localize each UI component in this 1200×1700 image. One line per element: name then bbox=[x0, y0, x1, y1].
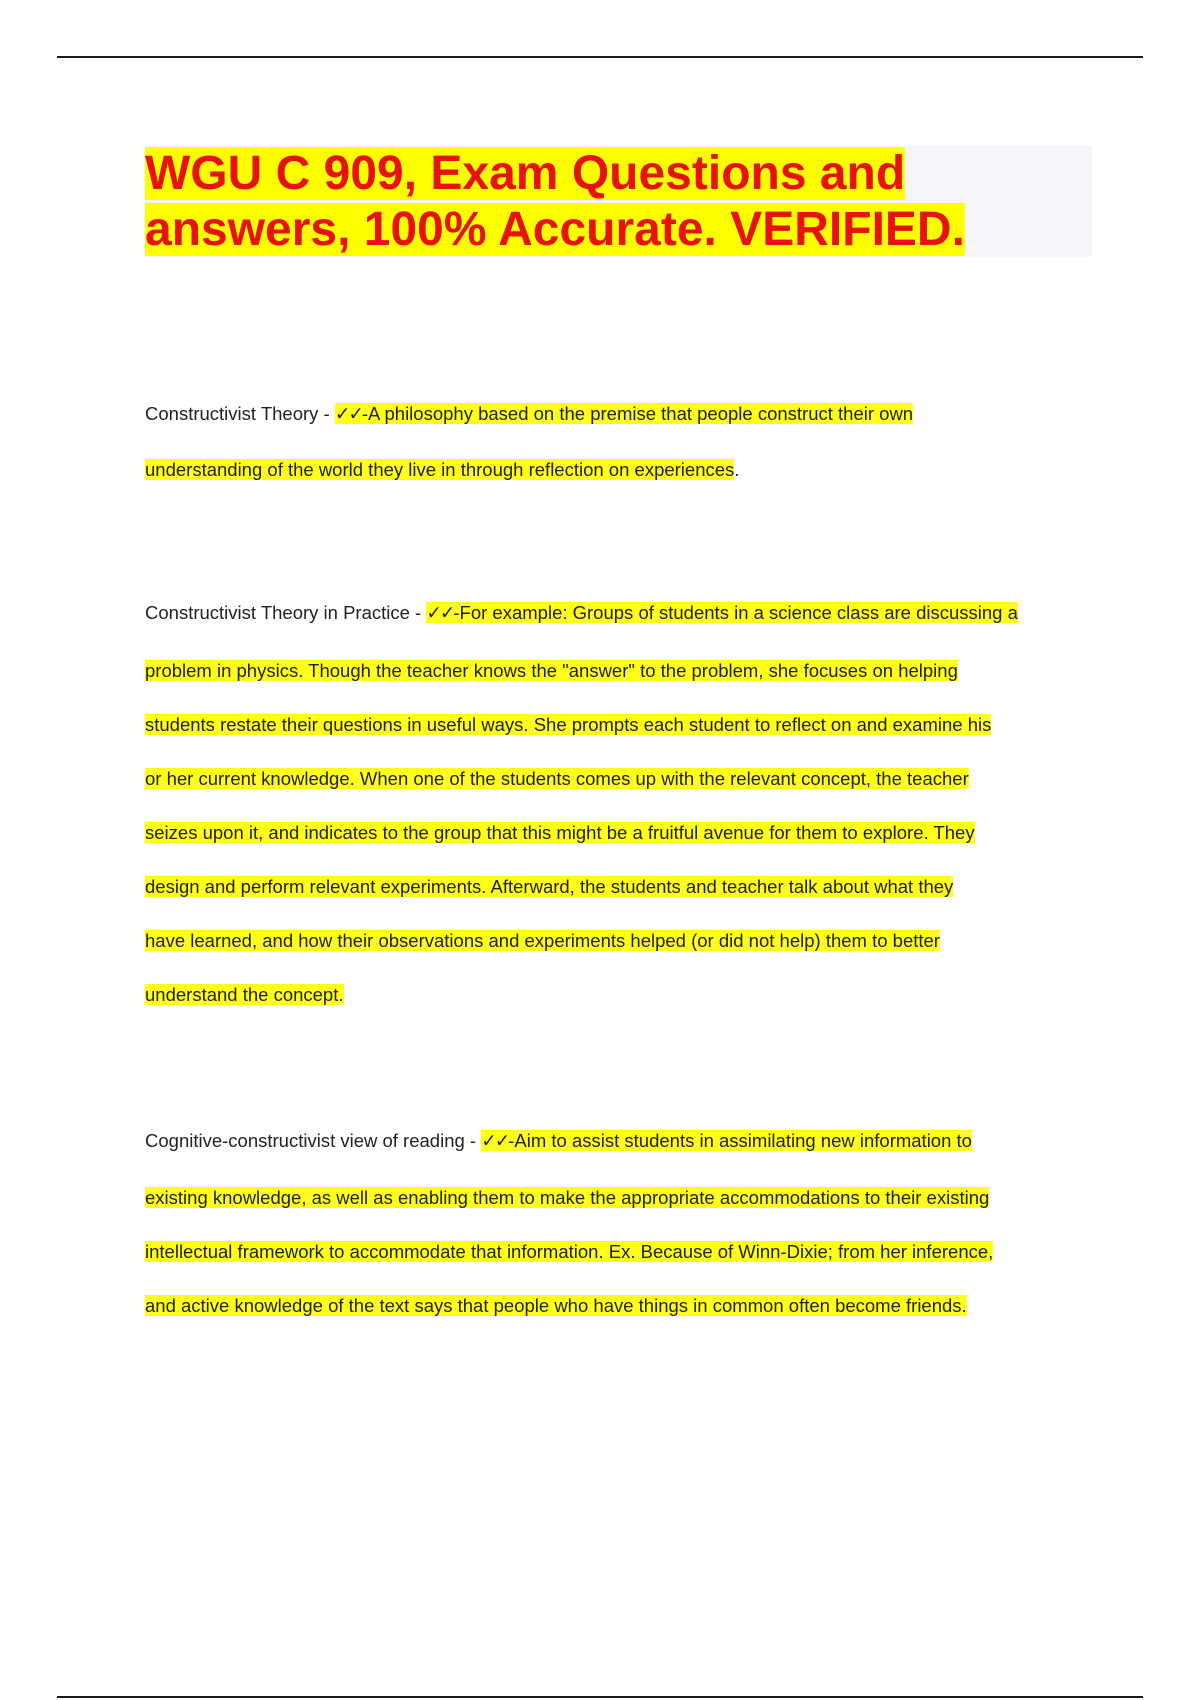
entry-answer-text: intellectual framework to accommodate that information. Ex. Because of Winn-Dixie; from her inference, bbox=[145, 1241, 994, 1262]
qa-entry-cognitive-constructivist-reading bbox=[145, 1127, 1095, 1320]
qa-entry-constructivist-theory bbox=[145, 400, 1095, 484]
entry-answer-text: students restate their questions in useful ways. She prompts each student to reflect on and examine his bbox=[145, 714, 992, 735]
double-check-icon: ✓✓ bbox=[481, 1131, 509, 1152]
entry-line bbox=[145, 819, 1095, 847]
entry-answer-highlight bbox=[481, 1130, 972, 1151]
entry-answer-text: seizes upon it, and indicates to the group that this might be a fruitful avenue for them to explore. They bbox=[145, 822, 975, 843]
entry-answer-text: -Aim to assist students in assimilating new information to bbox=[508, 1130, 972, 1151]
entry-line bbox=[145, 456, 1095, 484]
bottom-rule bbox=[57, 1696, 1143, 1698]
entry-answer-highlight bbox=[335, 403, 913, 424]
entry-line bbox=[145, 1184, 1095, 1212]
entry-answer-text: -For example: Groups of students in a science class are discussing a bbox=[453, 602, 1018, 623]
entry-line bbox=[145, 599, 1095, 627]
document-title bbox=[145, 146, 1092, 258]
double-check-icon: ✓✓ bbox=[426, 603, 454, 624]
entry-answer-text: and active knowledge of the text says that people who have things in common often become friends. bbox=[145, 1295, 967, 1316]
entry-line bbox=[145, 1127, 1095, 1155]
entry-answer-text: understand the concept. bbox=[145, 984, 344, 1005]
entry-answer-text: problem in physics. Though the teacher knows the "answer" to the problem, she focuses on helping bbox=[145, 660, 958, 681]
entry-line bbox=[145, 1292, 1095, 1320]
entry-line bbox=[145, 657, 1095, 685]
title-block bbox=[145, 146, 1092, 257]
entry-line bbox=[145, 400, 1095, 428]
entry-line bbox=[145, 765, 1095, 793]
entry-trailing-text: . bbox=[734, 459, 740, 480]
entry-answer-text: existing knowledge, as well as enabling them to make the appropriate accommodations to their existing bbox=[145, 1187, 990, 1208]
entry-answer-text: understanding of the world they live in through reflection on experiences bbox=[145, 459, 735, 480]
entry-answer-text: have learned, and how their observations and experiments helped (or did not help) them to better bbox=[145, 930, 940, 951]
entry-answer-highlight bbox=[426, 602, 1018, 623]
qa-entry-constructivist-theory-in-practice bbox=[145, 599, 1095, 1009]
entry-line bbox=[145, 981, 1095, 1009]
entry-line bbox=[145, 927, 1095, 955]
entry-answer-text: or her current knowledge. When one of the students comes up with the relevant concept, the teacher bbox=[145, 768, 969, 789]
entry-line bbox=[145, 873, 1095, 901]
entry-term: Constructivist Theory - bbox=[145, 403, 335, 424]
entry-term: Cognitive-constructivist view of reading - bbox=[145, 1130, 482, 1151]
entry-line bbox=[145, 1238, 1095, 1266]
entry-answer-text: -A philosophy based on the premise that people construct their own bbox=[361, 403, 914, 424]
title-line-1: WGU C 909, Exam Questions and bbox=[145, 147, 906, 200]
title-line-2: answers, 100% Accurate. VERIFIED. bbox=[145, 203, 965, 256]
entry-term: Constructivist Theory in Practice - bbox=[145, 602, 427, 623]
entry-line bbox=[145, 711, 1095, 739]
entry-answer-text: design and perform relevant experiments. Afterward, the students and teacher talk about what they bbox=[145, 876, 954, 897]
double-check-icon: ✓✓ bbox=[334, 404, 362, 425]
top-rule bbox=[57, 56, 1143, 58]
